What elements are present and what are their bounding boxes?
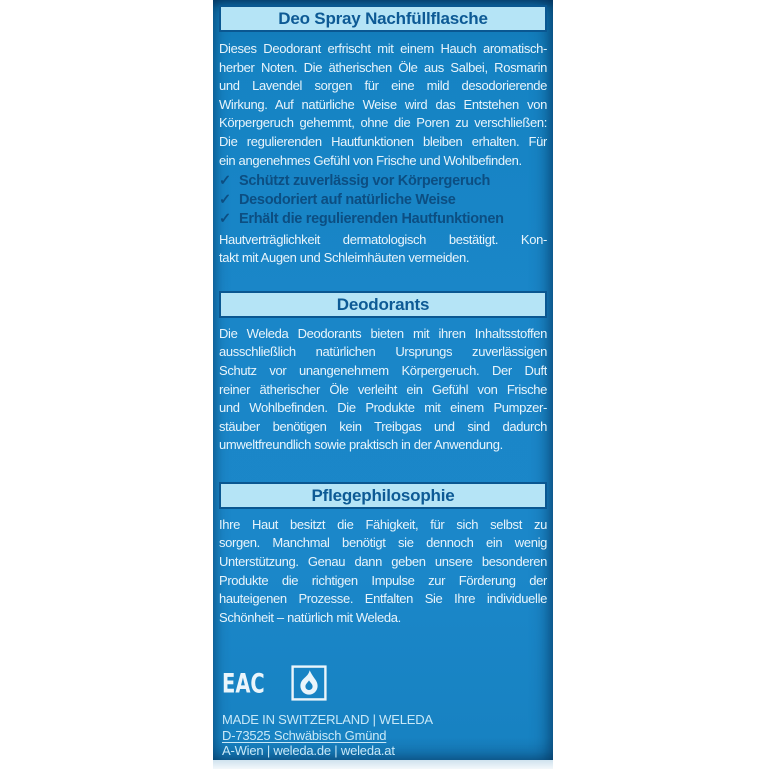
text-line: hauteigenen Prozesse. Entfalten Sie Ihre individuelle <box>219 591 547 607</box>
manufacturer-info <box>222 712 547 758</box>
text-line: Schutz vor unangenehmem Körpergeruch. Der Duft <box>219 362 547 378</box>
text-line: reiner ätherischer Öle verleiht ein Gefühl von Frische <box>219 381 547 397</box>
philosophy-paragraph <box>219 516 547 628</box>
text-line: ausschließlich natürlichen Ursprungs zuverlässigen <box>219 344 547 360</box>
text-line: Dieses Deodorant erfrischt mit einem Hauch aromatisch- <box>219 41 547 56</box>
section-header-deodorants <box>219 291 547 318</box>
benefit-label: Schützt zuverlässig vor Körpergeruch <box>239 173 491 190</box>
text-line: Körpergeruch gehemmt, ohne die Poren zu verschließen: <box>219 115 547 131</box>
certification-marks <box>222 663 547 703</box>
text-line: stäuber benötigen kein Treibgas und sind dadurch <box>219 418 547 434</box>
benefit-item <box>219 210 547 229</box>
text-line: Schönheit – natürlich mit Weleda. <box>219 609 401 625</box>
check-icon: ✓ <box>219 173 231 190</box>
text-line: und Lavendel sorgen für eine mild desodorierende <box>219 78 547 94</box>
section-header-deo-spray <box>219 5 547 32</box>
text-line: takt mit Augen und Schleimhäuten vermeiden. <box>219 250 470 266</box>
benefit-list <box>219 172 547 228</box>
text-line: Produkte die richtigen Impulse zur Förderung der <box>219 572 547 588</box>
text-line: Unterstützung. Genau dann geben unsere besonderen <box>219 554 547 570</box>
check-icon: ✓ <box>219 191 231 208</box>
text-line: Die Weleda Deodorants bieten mit ihren Inhaltsstoffen <box>219 325 547 341</box>
section-title: Deo Spray Nachfüllflasche <box>278 9 488 28</box>
section-title: Deodorants <box>336 294 430 314</box>
text-line: sorgen. Manchmal benötigt sie dennoch ein wenig <box>219 535 547 551</box>
benefit-label: Desodoriert auf natürliche Weise <box>239 191 456 208</box>
text-line: umweltfreundlich sowie praktisch in der Anwendung. <box>219 437 503 453</box>
check-icon: ✓ <box>219 210 231 227</box>
dermatology-note <box>219 231 547 268</box>
made-in-line: MADE IN SWITZERLAND | WELEDA <box>222 712 433 728</box>
benefit-item <box>219 191 547 210</box>
benefit-item <box>219 172 547 191</box>
websites-line: A-Wien | weleda.de | weleda.at <box>222 742 395 758</box>
text-line: Die regulierenden Hautfunktionen bleiben erhalten. Für <box>219 133 547 149</box>
eac-conformity-mark: EAC <box>222 668 265 699</box>
section-header-pflegephilosophie <box>219 482 547 509</box>
text-line: Hautverträglichkeit dermatologisch bestätigt. Kon- <box>219 231 547 247</box>
flammable-icon <box>291 665 327 701</box>
section-title: Pflegephilosophie <box>311 485 455 505</box>
description-paragraph <box>219 40 547 170</box>
label-panel <box>213 0 553 760</box>
benefit-label: Erhält die regulierenden Hautfunktionen <box>239 210 504 227</box>
text-line: und Wohlbefinden. Die Produkte mit einem Pumpzer- <box>219 400 547 416</box>
text-line: herber Noten. Die ätherischen Öle aus Salbei, Rosmarin <box>219 59 547 75</box>
deodorants-paragraph <box>219 325 547 455</box>
label-bottom-edge <box>213 760 553 769</box>
text-line: Ihre Haut besitzt die Fähigkeit, für sich selbst zu <box>219 516 547 532</box>
text-line: Wirkung. Auf natürliche Weise wird das Entstehen von <box>219 96 547 112</box>
address-line: D-73525 Schwäbisch Gmünd <box>222 727 387 743</box>
text-line: ein angenehmes Gefühl von Frische und Wohlbefinden. <box>219 152 522 168</box>
